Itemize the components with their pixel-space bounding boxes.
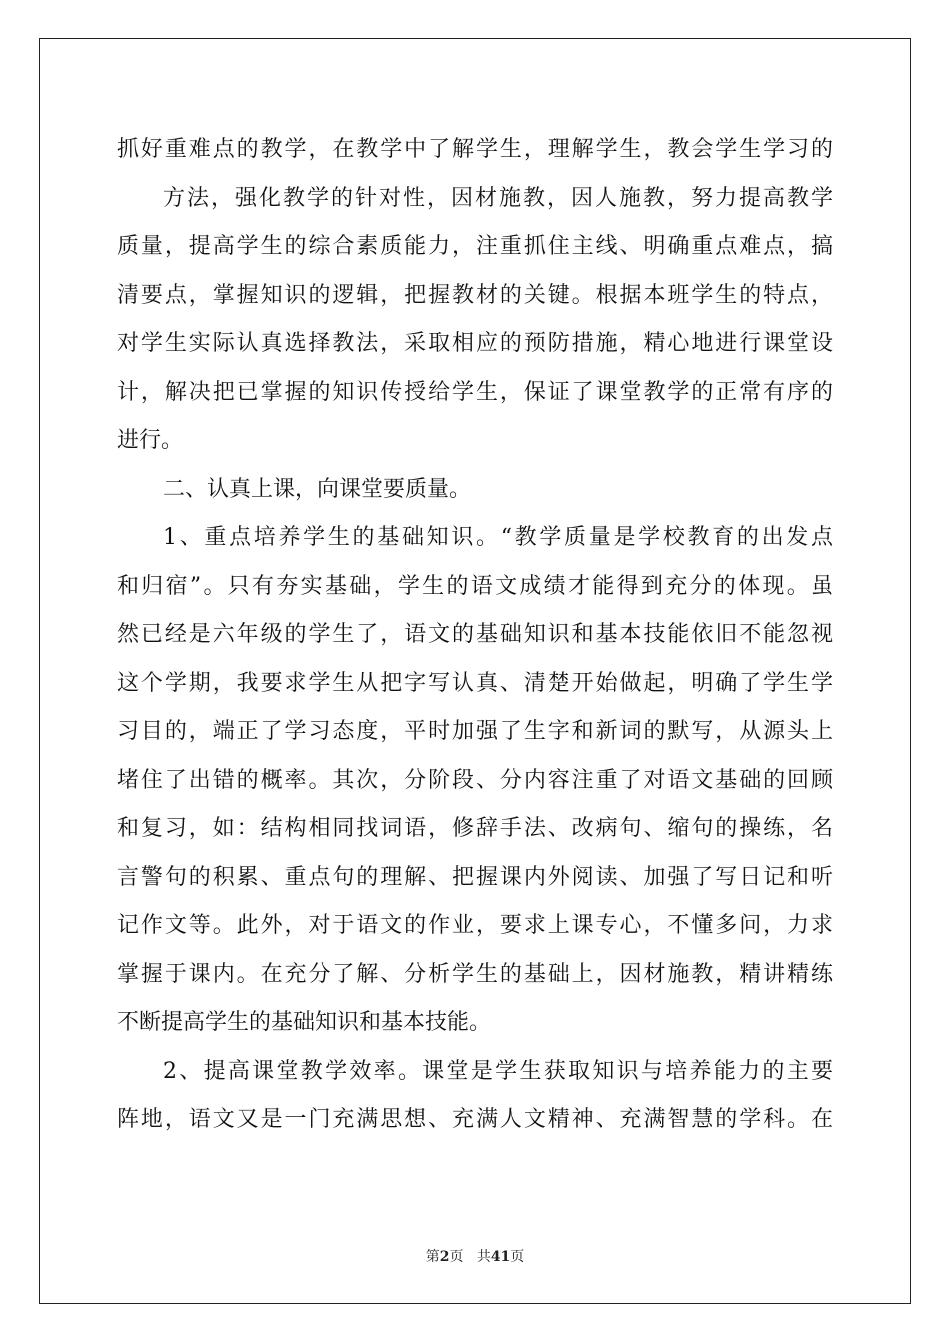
footer-total-prefix: 共: [476, 1249, 491, 1265]
text-line: 计，解决把已掌握的知识传授给学生，保证了课堂教学的正常有序的: [117, 379, 833, 405]
footer-page-number: 2: [439, 1249, 450, 1265]
text-line: 抓好重难点的教学，在教学中了解学生，理解学生，教会学生学习的: [117, 137, 833, 162]
footer-page-prefix: 第: [425, 1249, 440, 1265]
text-line: 掌握于课内。在充分了解、分析学生的基础上，因材施教，精讲精练: [117, 961, 833, 987]
text-line: 2、提高课堂教学效率。课堂是学生获取知识与培养能力的主要: [163, 1058, 833, 1084]
text-line: 质量，提高学生的综合素质能力，注重抓住主线、明确重点难点，搞: [117, 234, 833, 259]
text-line: 进行。: [117, 428, 184, 453]
text-line: 不断提高学生的基础知识和基本技能。: [117, 1010, 492, 1035]
document-body: [117, 126, 833, 1145]
footer-page-suffix: 页: [449, 1249, 464, 1265]
text-line: 记作文等。此外，对于语文的作业，要求上课专心，不懂多问，力求: [117, 913, 833, 938]
text-line: 然已经是六年级的学生了，语文的基础知识和基本技能依旧不能忽视: [117, 622, 833, 647]
section-heading: 二、认真上课，向课堂要质量。: [163, 476, 472, 502]
footer-total-pages: 41: [490, 1249, 511, 1265]
text-line: 对学生实际认真选择教法，采取相应的预防措施，精心地进行课堂设: [117, 331, 833, 356]
text-line: 言警句的积累、重点句的理解、把握课内外阅读、加强了写日记和听: [117, 864, 833, 890]
text-line: 1、重点培养学生的基础知识。“教学质量是学校教育的出发点: [163, 525, 833, 550]
text-line: 和归宿”。只有夯实基础，学生的语文成绩才能得到充分的体现。虽: [117, 573, 833, 599]
text-line: 堵住了出错的概率。其次，分阶段、分内容注重了对语文基础的回顾: [117, 767, 833, 793]
footer-total-suffix: 页: [510, 1249, 525, 1265]
page-footer: [0, 1246, 950, 1266]
text-line: 习目的，端正了学习态度，平时加强了生字和新词的默写，从源头上: [117, 719, 833, 744]
text-line: 阵地，语文又是一门充满思想、充满人文精神、充满智慧的学科。在: [117, 1107, 833, 1132]
text-line: 和复习，如：结构相同找词语，修辞手法、改病句、缩句的操练，名: [117, 816, 833, 841]
text-line: 清要点，掌握知识的逻辑，把握教材的关键。根据本班学生的特点，: [117, 282, 833, 308]
text-line: 这个学期，我要求学生从把字写认真、清楚开始做起，明确了学生学: [117, 670, 833, 696]
text-line: 方法，强化教学的针对性，因材施教，因人施教，努力提高教学: [163, 185, 833, 211]
